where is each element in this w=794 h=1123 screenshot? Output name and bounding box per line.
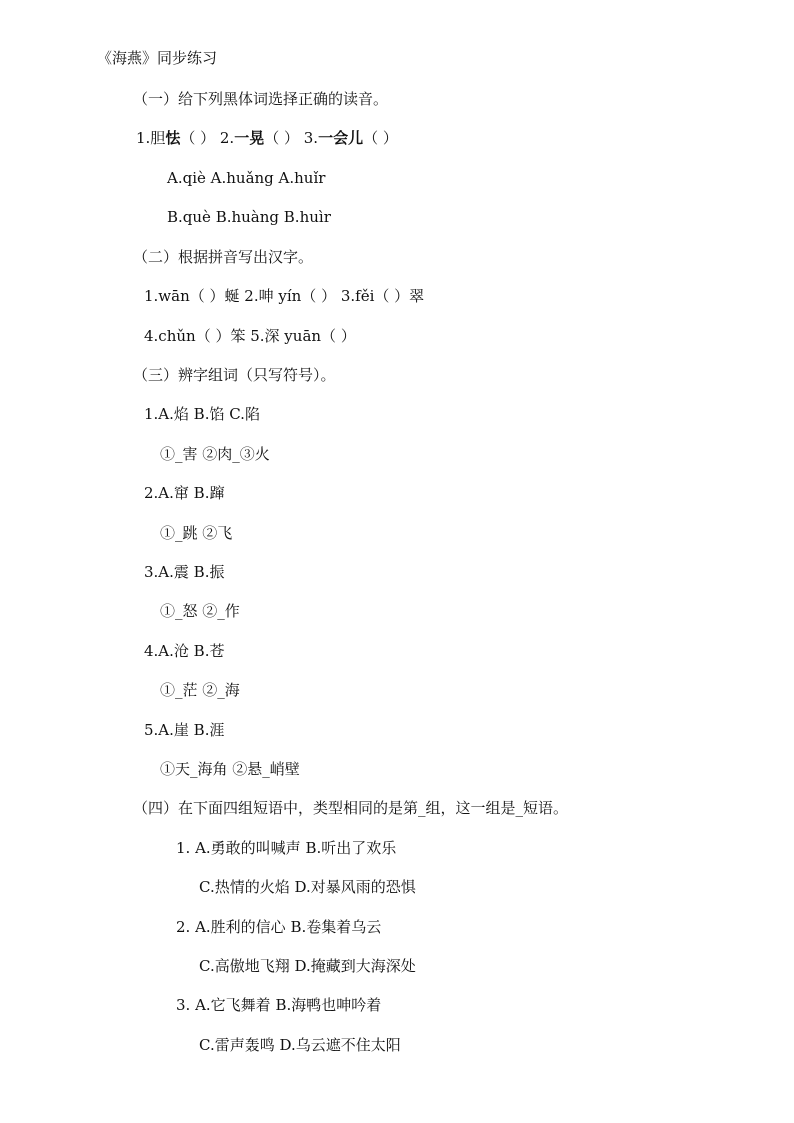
phrase-group-2-cd: C.高傲地飞翔 D.掩藏到大海深处: [199, 957, 416, 975]
char-group-3: 3.A.震 B.振: [144, 563, 225, 581]
section-1-heading: （一）给下列黑体词选择正确的读音。: [133, 90, 389, 108]
pinyin-line-2: 4.chǔn（ ）笨 5.深 yuān（ ）: [144, 327, 356, 345]
bold-word-3: 一会儿: [318, 129, 364, 147]
phrase-group-3-ab: 3. A.它飞舞着 B.海鸭也呻吟着: [176, 996, 382, 1014]
char-group-2: 2.A.窜 B.蹿: [144, 484, 225, 502]
char-group-5: 5.A.崖 B.涯: [144, 721, 225, 739]
answer-blank: （ ） 3.: [264, 129, 319, 147]
char-group-3-answers: ①_怒 ②_作: [160, 602, 240, 620]
phrase-group-3-cd: C.雷声轰鸣 D.乌云遮不住太阳: [199, 1036, 401, 1054]
section-3-heading: （三）辨字组词（只写符号）。: [133, 366, 336, 384]
options-b: B.què B.huàng B.huìr: [167, 208, 331, 226]
char-group-2-answers: ①_跳 ②飞: [160, 524, 233, 542]
bold-word-1: 怯: [165, 129, 181, 147]
bold-word-2: 一晃: [234, 129, 265, 147]
options-a: A.qiè A.huǎng A.huǐr: [167, 169, 326, 187]
pinyin-line-1: 1.wān（ ）蜒 2.呻 yín（ ） 3.fěi（ ）翠: [144, 287, 425, 305]
phrase-group-1-ab: 1. A.勇敢的叫喊声 B.听出了欢乐: [176, 839, 397, 857]
question-number: 1.胆: [136, 129, 166, 147]
answer-blank: （ ） 2.: [180, 129, 235, 147]
answer-blank: （ ）: [363, 129, 398, 147]
char-group-1-answers: ①_害 ②肉_③火: [160, 445, 270, 463]
document-title: 《海燕》同步练习: [97, 49, 218, 67]
char-group-5-answers: ①天_海角 ②悬_峭壁: [160, 760, 300, 778]
char-group-4: 4.A.沧 B.苍: [144, 642, 225, 660]
phrase-group-1-cd: C.热情的火焰 D.对暴风雨的恐惧: [199, 878, 416, 896]
section-2-heading: （二）根据拼音写出汉字。: [133, 248, 314, 266]
phrase-group-2-ab: 2. A.胜利的信心 B.卷集着乌云: [176, 918, 382, 936]
section-1-question-line: [136, 128, 398, 148]
char-group-1: 1.A.焰 B.馅 C.陷: [144, 405, 260, 423]
char-group-4-answers: ①_茫 ②_海: [160, 681, 240, 699]
section-4-heading: （四）在下面四组短语中，类型相同的是第_组，这一组是_短语。: [133, 799, 569, 817]
